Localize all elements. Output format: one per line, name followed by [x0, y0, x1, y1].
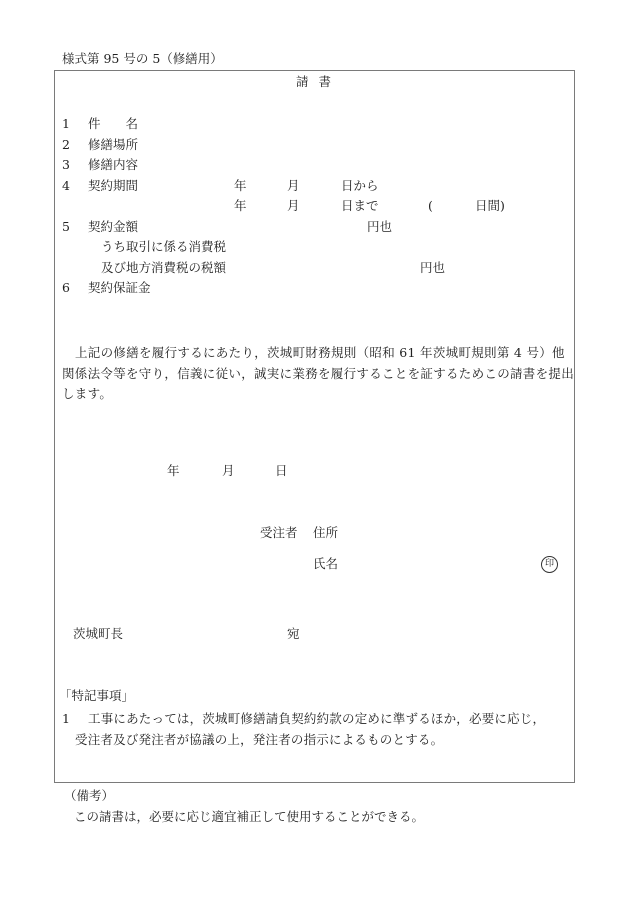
contractor-address-label: 住所: [313, 525, 339, 540]
item-label-contract-amount: 契約金額: [88, 219, 139, 234]
period-duration-close: 日間): [475, 198, 505, 213]
contractor-role-label: 受注者: [260, 525, 298, 540]
item-label-subject: 件 名: [88, 116, 139, 131]
period-end-day: 日まで: [341, 198, 379, 213]
contractor-name-label: 氏名: [313, 556, 339, 571]
seal-icon: 印: [541, 556, 558, 573]
period-duration-open: (: [428, 198, 433, 213]
submission-date-month: 月: [222, 463, 235, 478]
remarks-text: この請書は，必要に応じ適宜補正して使用することができる。: [74, 809, 425, 824]
submission-date-day: 日: [275, 463, 288, 478]
form-number: 様式第 95 号の 5（修繕用）: [62, 51, 223, 66]
tax-label-line2: 及び地方消費税の税額: [101, 260, 227, 275]
item-number-4: 4: [62, 178, 70, 193]
period-end-year: 年: [234, 198, 247, 213]
declaration-paragraph: 上記の修繕を履行するにあたり，茨城町財務規則（昭和 61 年茨城町規則第 4 号）他関係法令等を守り，信義に従い，誠実に業務を履行することを証するためこの請書を提出します。: [62, 345, 575, 401]
tax-amount-unit: 円也: [420, 260, 446, 275]
special-note-line1: 工事にあたっては，茨城町修繕請負契約約款の定めに準ずるほか，必要に応じ，: [88, 711, 546, 726]
document-title: 請書: [296, 74, 342, 89]
item-number-3: 3: [62, 157, 70, 172]
period-start-month: 月: [287, 178, 300, 193]
submission-date-year: 年: [167, 463, 180, 478]
remarks-heading: （備考）: [64, 788, 115, 803]
special-notes-heading: 「特記事項」: [59, 688, 135, 703]
tax-label-line1: うち取引に係る消費税: [101, 239, 227, 254]
period-end-month: 月: [287, 198, 300, 213]
item-label-contract-period: 契約期間: [88, 178, 139, 193]
period-start-day: 日から: [341, 178, 379, 193]
special-note-line2: 受注者及び発注者が協議の上，発注者の指示によるものとする。: [75, 732, 444, 747]
item-number-2: 2: [62, 137, 70, 152]
addressee-name: 茨城町長: [73, 626, 124, 641]
addressee-suffix: 宛: [287, 626, 300, 641]
item-number-5: 5: [62, 219, 70, 234]
special-notes-item-1: [62, 708, 574, 750]
item-label-contract-deposit: 契約保証金: [88, 280, 151, 295]
contract-amount-unit: 円也: [367, 219, 393, 234]
item-label-repair-content: 修繕内容: [88, 157, 139, 172]
item-number-6: 6: [62, 280, 70, 295]
item-label-repair-location: 修繕場所: [88, 137, 139, 152]
document-frame: [54, 70, 575, 783]
special-note-number: 1: [62, 711, 71, 726]
period-start-year: 年: [234, 178, 247, 193]
item-number-1: 1: [62, 116, 70, 131]
